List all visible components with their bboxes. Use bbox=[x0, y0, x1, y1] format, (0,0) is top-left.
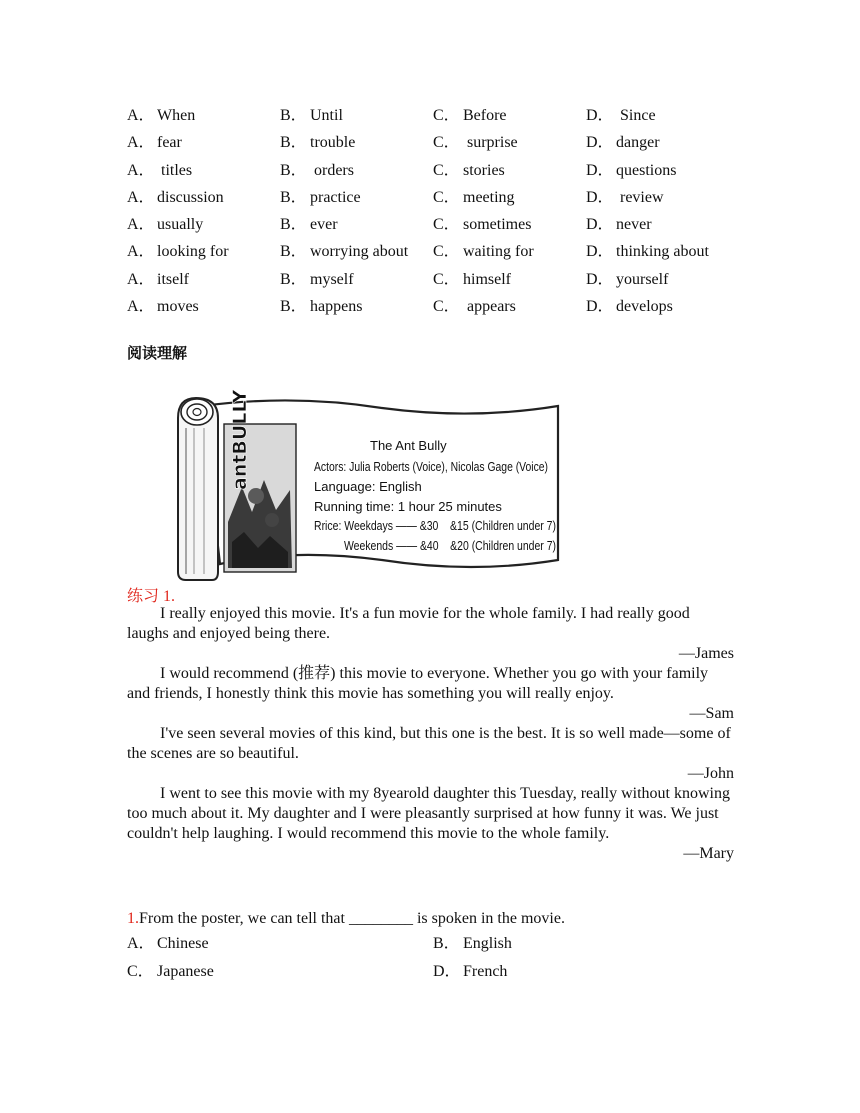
section-title: 阅读理解 bbox=[127, 344, 188, 362]
option-1a: A． When bbox=[127, 107, 196, 124]
option-7c: C． himself bbox=[433, 270, 511, 288]
option-4d: D． review bbox=[586, 188, 664, 206]
review-text: I've seen several movies of this kind, but this one is the best. It is so well made—some of the scenes are so beautiful. bbox=[127, 725, 731, 762]
answer-c[interactable]: C． Japanese bbox=[127, 962, 214, 980]
option-6a: A． looking for bbox=[127, 243, 229, 261]
answer-b[interactable]: B． English bbox=[433, 935, 512, 952]
option-3d: D． questions bbox=[586, 161, 677, 179]
option-6c: C． waiting for bbox=[433, 243, 534, 261]
review-text: I went to see this movie with my 8yearold daughter this Tuesday, really without knowing too much about it. My daughter and I were pleasantly surprised at how funny it was. We just couldn't help laughing. I would recommend this movie to the whole family. bbox=[127, 785, 730, 842]
option-6d: D． thinking about bbox=[586, 243, 709, 261]
review-author: —Mary bbox=[683, 845, 734, 862]
answer-a[interactable]: A． Chinese bbox=[127, 935, 209, 952]
option-7a: A． itself bbox=[127, 270, 189, 288]
option-8c: C． appears bbox=[433, 298, 516, 316]
option-2a: A． fear bbox=[127, 134, 182, 152]
option-1d: D． Since bbox=[586, 107, 656, 124]
scroll-poster-graphic bbox=[172, 389, 564, 582]
review-text: I really enjoyed this movie. It's a fun movie for the whole family. I had really good laughs and enjoyed being there. bbox=[127, 605, 690, 642]
option-5b: B． ever bbox=[280, 216, 338, 234]
option-3c: C． stories bbox=[433, 161, 505, 179]
poster-language: Language: English bbox=[314, 479, 422, 494]
review-text: I would recommend (推荐) this movie to everyone. Whether you go with your family and friends, I honestly think this movie has something you will really enjoy. bbox=[127, 665, 709, 702]
review-author: —James bbox=[678, 645, 734, 662]
option-5a: A． usually bbox=[127, 216, 204, 234]
option-8d: D． develops bbox=[586, 298, 673, 316]
question-number: 1. bbox=[127, 910, 139, 927]
answer-d[interactable]: D． French bbox=[433, 962, 508, 980]
option-8b: B． happens bbox=[280, 298, 363, 316]
option-2c: C． surprise bbox=[433, 134, 518, 152]
option-5c: C． sometimes bbox=[433, 216, 532, 234]
option-7b: B． myself bbox=[280, 270, 354, 288]
movie-poster bbox=[172, 389, 564, 582]
question-stem bbox=[127, 910, 734, 928]
review-mary bbox=[127, 784, 734, 864]
poster-title: The Ant Bully bbox=[370, 438, 447, 453]
option-3a: A． titles bbox=[127, 161, 193, 179]
option-8a: A． moves bbox=[127, 298, 199, 316]
reviews bbox=[127, 604, 734, 864]
option-4b: B． practice bbox=[280, 188, 361, 206]
review-james bbox=[127, 604, 734, 664]
option-1b: B． Until bbox=[280, 107, 343, 124]
poster-price-weekends: Weekends —— &40 &20 (Children under 7) bbox=[344, 538, 556, 553]
poster-running-time: Running time: 1 hour 25 minutes bbox=[314, 499, 502, 514]
question-text: From the poster, we can tell that ________ is spoken in the movie. bbox=[139, 910, 565, 927]
answer-options bbox=[127, 933, 734, 988]
review-author: —Sam bbox=[689, 705, 734, 722]
review-sam bbox=[127, 664, 734, 724]
option-5d: D． never bbox=[586, 216, 652, 234]
option-6b: B． worrying about bbox=[280, 243, 409, 261]
option-4a: A． discussion bbox=[127, 188, 224, 206]
review-author: —John bbox=[687, 765, 734, 782]
option-1c: C． Before bbox=[433, 107, 507, 124]
option-3b: B． orders bbox=[280, 161, 354, 179]
cloze-options-grid bbox=[127, 105, 747, 323]
poster-actors: Actors: Julia Roberts (Voice), Nicolas Gage (Voice) bbox=[314, 459, 548, 474]
practice-label: 练习 1. bbox=[127, 588, 176, 605]
option-2d: D． danger bbox=[586, 134, 660, 152]
option-2b: B． trouble bbox=[280, 134, 356, 152]
question-1 bbox=[127, 910, 734, 988]
review-john bbox=[127, 724, 734, 784]
poster-logo: antBULLY bbox=[229, 389, 251, 490]
poster-price-weekdays: Rrice: Weekdays —— &30 &15 (Children under 7) bbox=[314, 518, 556, 533]
option-4c: C． meeting bbox=[433, 188, 515, 206]
option-7d: D． yourself bbox=[586, 270, 669, 288]
